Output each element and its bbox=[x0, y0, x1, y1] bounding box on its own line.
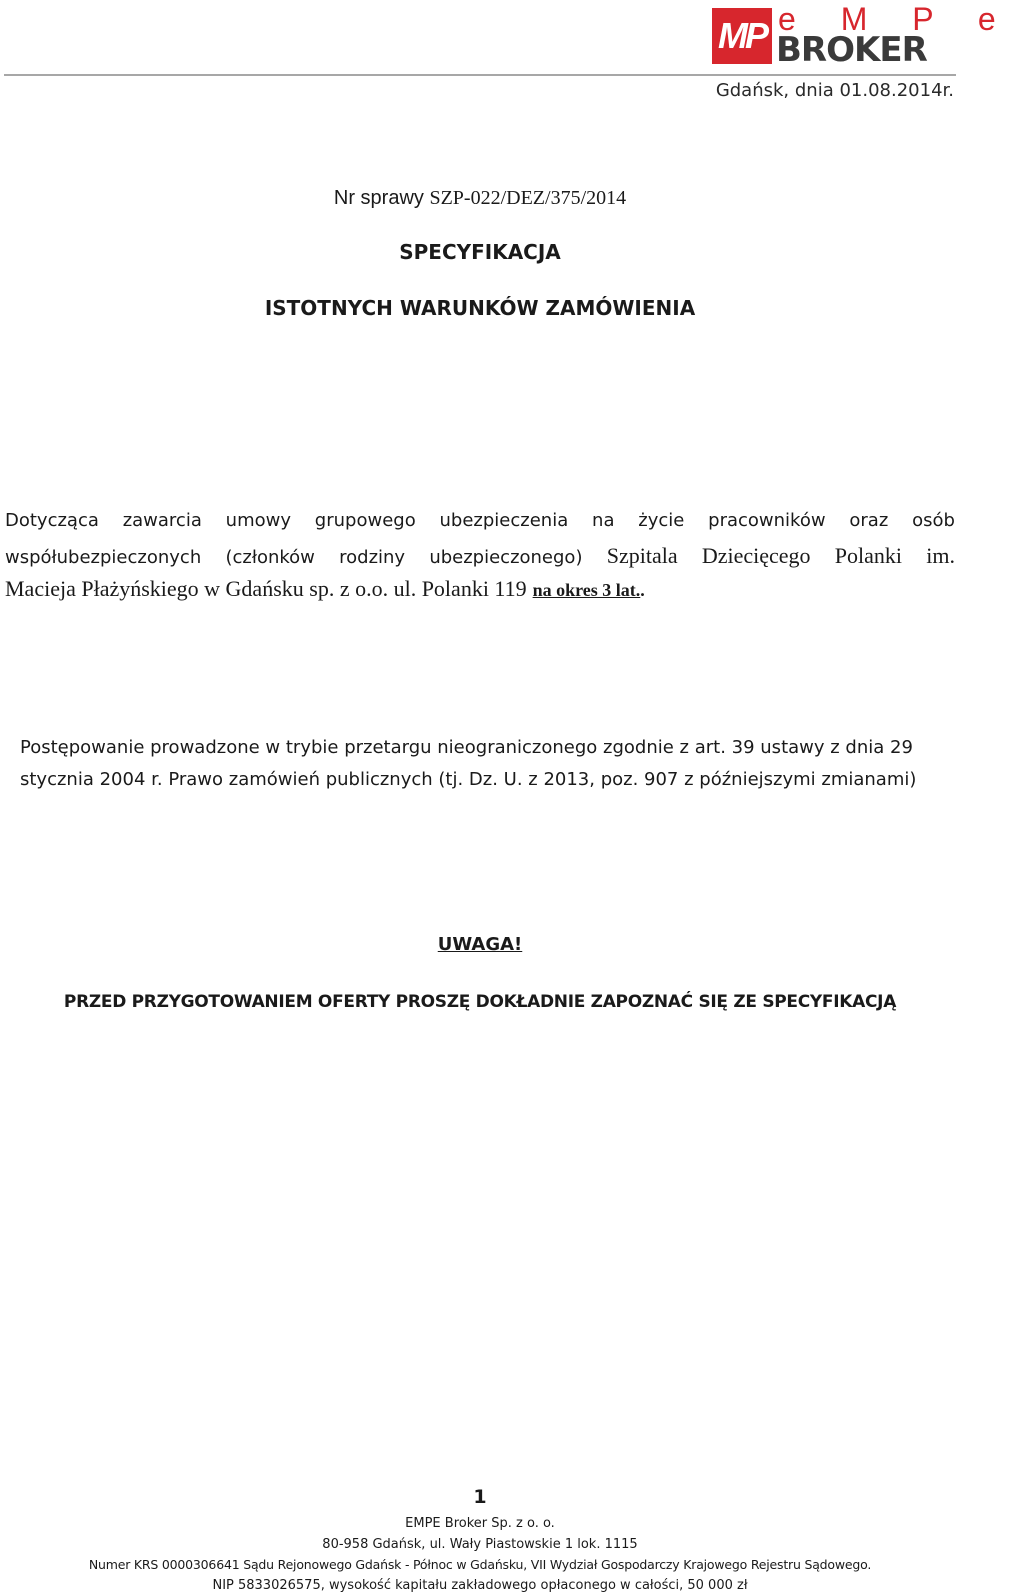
subject-word: umowy bbox=[226, 510, 291, 531]
warning-title: UWAGA! bbox=[0, 934, 960, 955]
subject-word: ubezpieczonego) bbox=[429, 547, 582, 568]
subject-word: zawarcia bbox=[123, 510, 202, 531]
procedure-line-1: Postępowanie prowadzone w trybie przetargu nieograniczonego zgodnie z art. 39 ustawy z dnia 29 bbox=[20, 732, 940, 764]
logo-broker-text: BROKER bbox=[776, 32, 927, 68]
subject-word: Dotycząca bbox=[5, 510, 99, 531]
company-logo bbox=[712, 6, 956, 68]
footer-krs: Numer KRS 0000306641 Sądu Rejonowego Gdańsk - Północ w Gdańsku, VII Wydział Gospodarczy Krajowego Rejestru Sądowego. bbox=[0, 1555, 960, 1576]
contract-period: na okres 3 lat. bbox=[533, 580, 641, 601]
document-date: Gdańsk, dnia 01.08.2014r. bbox=[716, 80, 954, 101]
subject-word: Szpitala bbox=[607, 543, 678, 569]
subject-word: pracowników bbox=[708, 510, 825, 531]
subject-line-1 bbox=[5, 510, 955, 543]
logo-top-text: e M P e bbox=[778, 2, 1014, 36]
subject-word: Polanki bbox=[835, 543, 902, 569]
subject-word: współubezpieczonych bbox=[5, 547, 201, 568]
subject-word: grupowego bbox=[315, 510, 416, 531]
page-number: 1 bbox=[0, 1486, 960, 1508]
subject-paragraph bbox=[5, 510, 955, 609]
subject-word: (członków bbox=[225, 547, 314, 568]
subject-word: życie bbox=[638, 510, 684, 531]
subject-word: na bbox=[592, 510, 614, 531]
subject-word: im. bbox=[926, 543, 955, 569]
page-footer bbox=[0, 1514, 960, 1596]
header-divider bbox=[4, 74, 956, 76]
subject-word: rodziny bbox=[339, 547, 405, 568]
subject-word: ubezpieczenia bbox=[440, 510, 569, 531]
subject-line-3 bbox=[5, 576, 955, 609]
footer-nip: NIP 5833026575, wysokość kapitału zakładowego opłaconego w całości, 50 000 zł bbox=[0, 1576, 960, 1596]
document-title: SPECYFIKACJA bbox=[0, 240, 960, 264]
case-number bbox=[0, 187, 960, 210]
document-subtitle: ISTOTNYCH WARUNKÓW ZAMÓWIENIA bbox=[0, 296, 960, 320]
subject-line-2 bbox=[5, 543, 955, 576]
procedure-line-2: stycznia 2004 r. Prawo zamówień publicznych (tj. Dz. U. z 2013, poz. 907 z późniejszymi zmianami) bbox=[20, 764, 940, 796]
warning-text: PRZED PRZYGOTOWANIEM OFERTY PROSZĘ DOKŁADNIE ZAPOZNAĆ SIĘ ZE SPECYFIKACJĄ bbox=[0, 992, 960, 1012]
period-suffix: . bbox=[640, 580, 645, 601]
case-number-label: Nr sprawy bbox=[334, 187, 430, 209]
logo-badge: MP bbox=[712, 8, 772, 64]
hospital-address: Macieja Płażyńskiego w Gdańsku sp. z o.o. ul. Polanki 119 bbox=[5, 576, 527, 602]
subject-word: oraz bbox=[849, 510, 888, 531]
procedure-paragraph bbox=[20, 732, 940, 796]
footer-company: EMPE Broker Sp. z o. o. bbox=[0, 1514, 960, 1535]
footer-address: 80-958 Gdańsk, ul. Wały Piastowskie 1 lok. 1115 bbox=[0, 1535, 960, 1556]
subject-word: osób bbox=[912, 510, 955, 531]
subject-word: Dziecięcego bbox=[702, 543, 811, 569]
case-number-value: SZP-022/DEZ/375/2014 bbox=[429, 187, 626, 209]
